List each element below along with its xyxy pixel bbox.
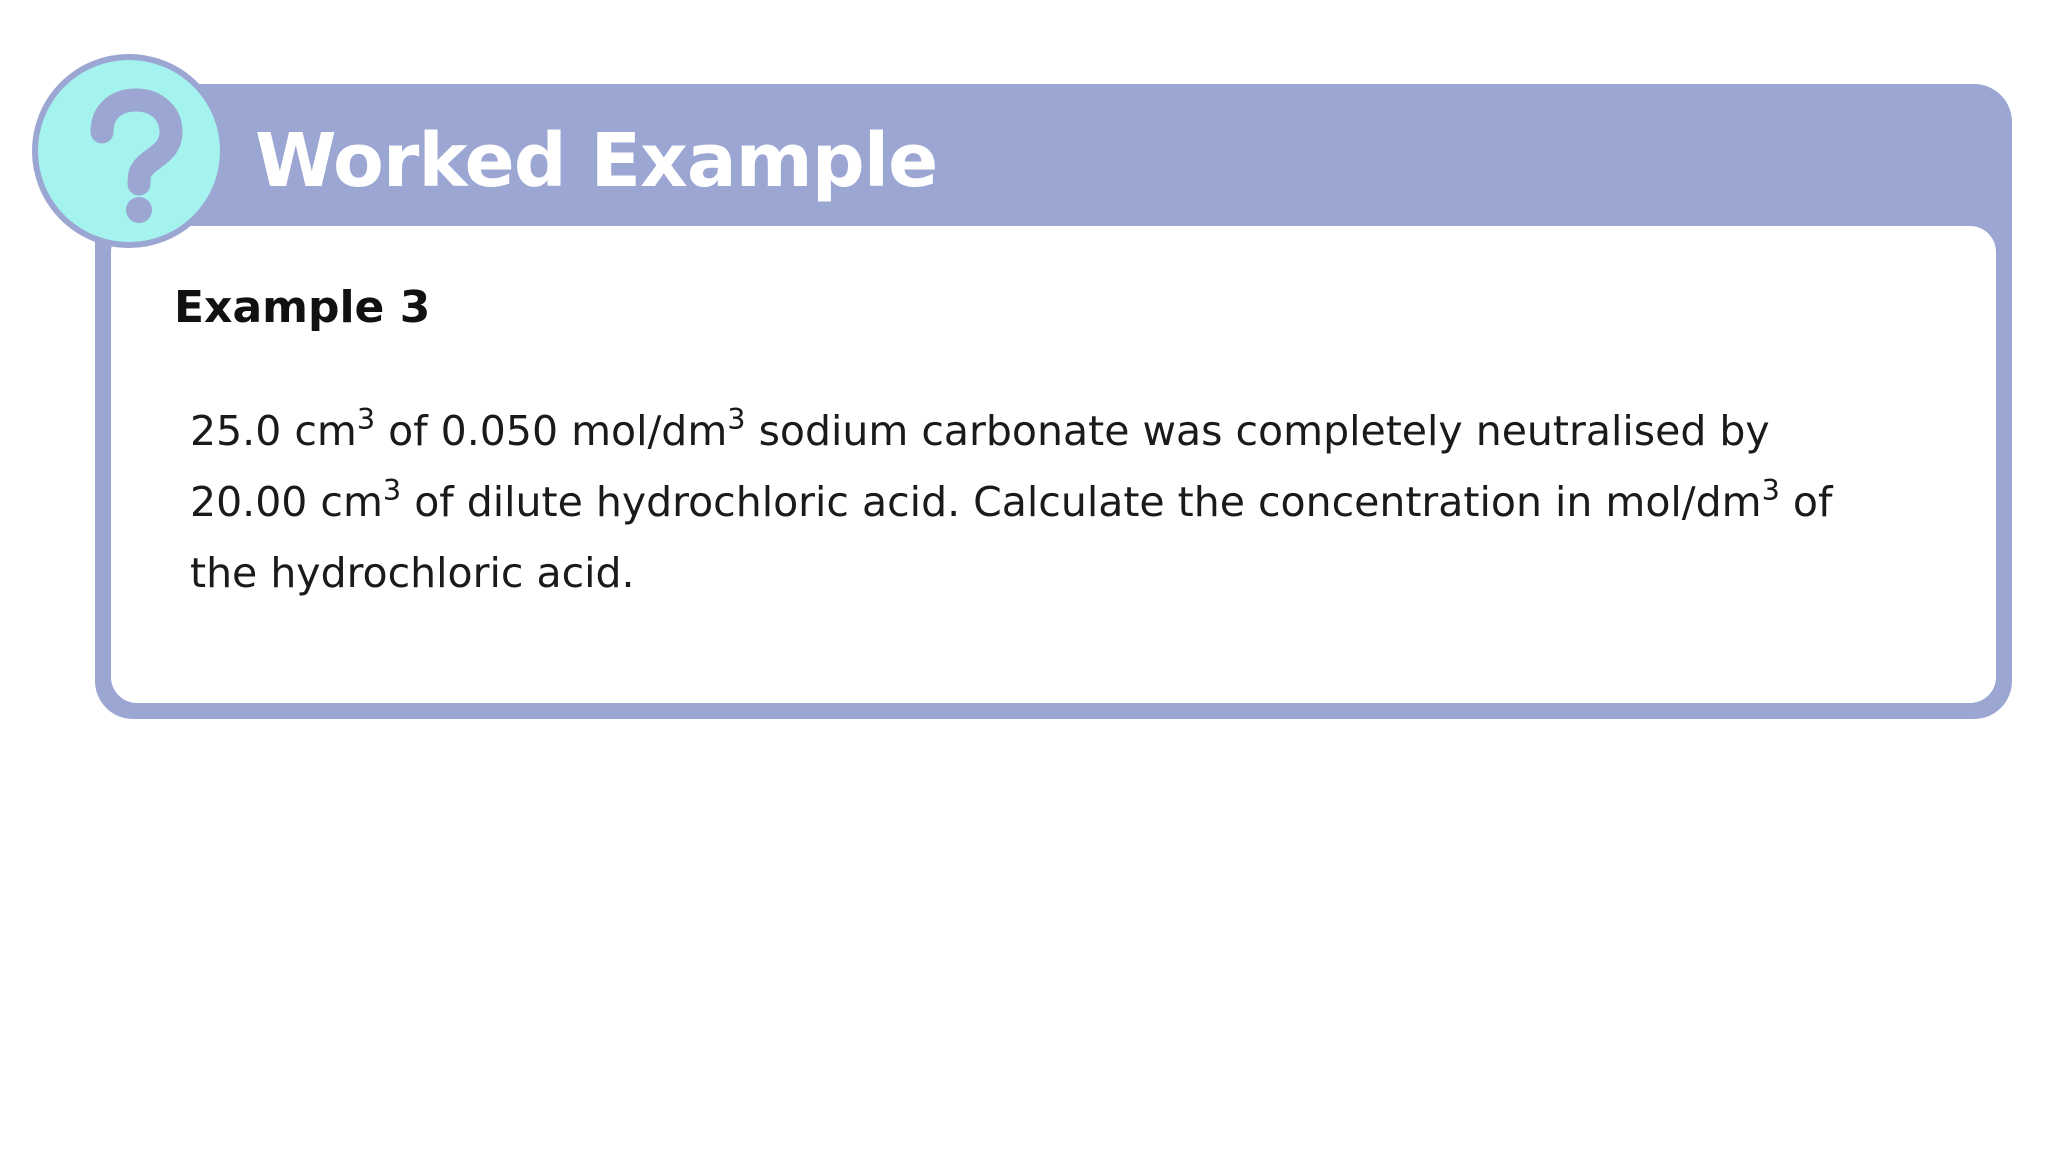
question-line-2: 20.00 $cm^3$ of dilute hydrochloric acid. Calculate the concentration in mol/$dm^3$ of — [190, 472, 1833, 526]
question-text — [190, 396, 1950, 609]
card-header — [95, 84, 2012, 226]
question-line-3: the hydrochloric acid. — [190, 549, 635, 597]
question-mark-icon — [32, 54, 226, 248]
example-label: Example 3 — [174, 282, 431, 333]
card-title: Worked Example — [255, 118, 938, 204]
question-line-1: 25.0 $cm^3$ of 0.050 mol/$dm^3$ sodium carbonate was completely neutralised by — [190, 401, 1770, 455]
